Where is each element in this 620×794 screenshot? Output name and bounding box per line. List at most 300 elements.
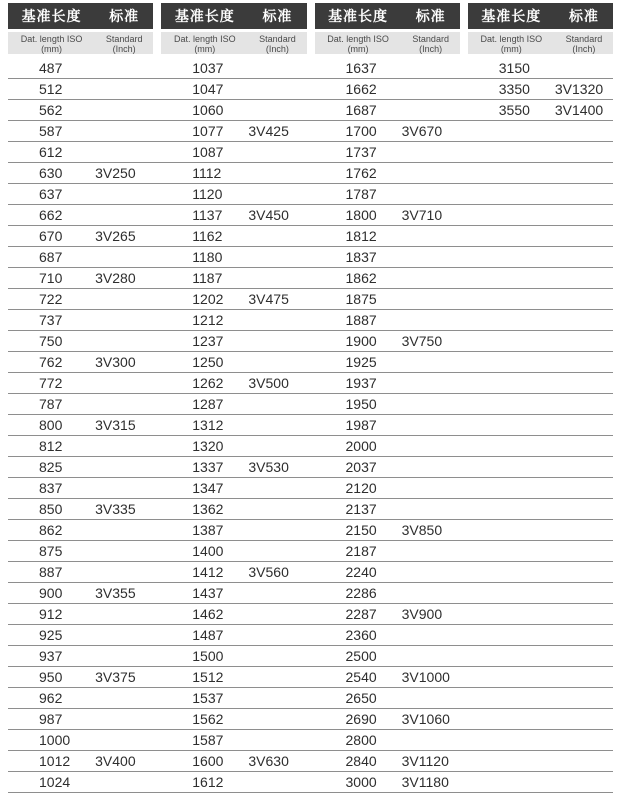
table-row: [8, 79, 613, 100]
header-group-1: [8, 3, 153, 29]
datum-length-value: 3150: [498, 60, 530, 76]
row-group-3: [315, 205, 460, 225]
row-group-4: [468, 58, 613, 78]
row-group-1: [8, 499, 153, 519]
row-group-3: [315, 709, 460, 729]
row-group-2: [161, 604, 306, 624]
belt-length-table-body: [8, 58, 613, 793]
row-group-4: [468, 751, 613, 771]
standard-value: 3V1000: [401, 669, 450, 685]
datum-length-value: 750: [39, 333, 63, 349]
row-group-2: [161, 121, 306, 141]
datum-length-value: 900: [39, 585, 63, 601]
row-group-1: [8, 205, 153, 225]
standard-value: 3V425: [248, 123, 289, 139]
row-group-2: [161, 289, 306, 309]
standard-value: 3V450: [248, 207, 289, 223]
row-group-1: [8, 457, 153, 477]
row-group-4: [468, 352, 613, 372]
datum-length-value: 1180: [192, 249, 223, 265]
table-row: [8, 499, 613, 520]
row-group-4: [468, 394, 613, 414]
datum-length-value: 2286: [345, 585, 377, 601]
datum-length-value: 1024: [39, 774, 71, 790]
row-group-3: [315, 436, 460, 456]
datum-length-value: 1250: [192, 354, 224, 370]
table-row: [8, 58, 613, 79]
row-group-2: [161, 142, 306, 162]
header-group-3: [315, 3, 460, 29]
standard-header-cn: 标准: [568, 8, 599, 24]
standard-value: 3V560: [248, 564, 289, 580]
table-row: [8, 415, 613, 436]
header-group-4: [468, 3, 613, 29]
datum-length-value: 1287: [192, 396, 224, 412]
datum-length-header-cn: 基准长度: [481, 8, 542, 24]
datum-length-value: 1047: [192, 81, 224, 97]
row-group-3: [315, 751, 460, 771]
row-group-1: [8, 184, 153, 204]
row-group-3: [315, 772, 460, 792]
row-group-3: [315, 163, 460, 183]
row-group-1: [8, 142, 153, 162]
datum-length-value: 825: [39, 459, 63, 475]
row-group-1: [8, 688, 153, 708]
datum-length-value: 3000: [345, 774, 377, 790]
datum-length-value: 630: [39, 165, 63, 181]
table-row: [8, 205, 613, 226]
row-group-4: [468, 79, 613, 99]
standard-value: 3V1180: [401, 774, 449, 790]
table-row: [8, 247, 613, 268]
datum-length-value: 1462: [192, 606, 224, 622]
row-group-2: [161, 520, 306, 540]
table-row: [8, 226, 613, 247]
standard-value: 3V355: [95, 585, 136, 601]
row-group-3: [315, 331, 460, 351]
datum-length-value: 1837: [345, 249, 377, 265]
row-group-2: [161, 58, 306, 78]
row-group-1: [8, 583, 153, 603]
datum-length-value: 1412: [192, 564, 224, 580]
table-row: [8, 163, 613, 184]
row-group-3: [315, 247, 460, 267]
row-group-4: [468, 772, 613, 792]
datum-length-value: 587: [39, 123, 63, 139]
subheader-group-4: [468, 32, 613, 54]
row-group-3: [315, 142, 460, 162]
row-group-2: [161, 541, 306, 561]
standard-value: 3V265: [95, 228, 136, 244]
table-row: [8, 709, 613, 730]
row-group-3: [315, 415, 460, 435]
standard-value: 3V710: [401, 207, 443, 223]
datum-length-value: 850: [39, 501, 63, 517]
datum-length-value: 1187: [192, 270, 223, 286]
datum-length-value: 1900: [345, 333, 377, 349]
datum-length-value: 1137: [192, 207, 223, 223]
datum-length-header-cn: 基准长度: [21, 8, 82, 24]
row-group-1: [8, 520, 153, 540]
row-group-2: [161, 268, 306, 288]
row-group-4: [468, 541, 613, 561]
row-group-3: [315, 583, 460, 603]
table-row: [8, 688, 613, 709]
standard-header-en: Standard (Inch): [565, 33, 603, 54]
datum-length-value: 1087: [192, 144, 224, 160]
datum-length-value: 2037: [345, 459, 377, 475]
datum-length-value: 1060: [192, 102, 224, 118]
row-group-3: [315, 688, 460, 708]
datum-length-value: 1400: [192, 543, 224, 559]
datum-length-value: 1587: [192, 732, 224, 748]
standard-value: 3V1320: [554, 81, 604, 97]
datum-length-value: 3550: [498, 102, 530, 118]
row-group-2: [161, 436, 306, 456]
datum-length-value: 1387: [192, 522, 224, 538]
datum-length-value: 487: [39, 60, 63, 76]
row-group-3: [315, 373, 460, 393]
datum-length-value: 1037: [192, 60, 224, 76]
datum-length-value: 1500: [192, 648, 224, 664]
row-group-4: [468, 667, 613, 687]
row-group-3: [315, 562, 460, 582]
standard-header-en: Standard (Inch): [259, 33, 296, 54]
row-group-2: [161, 709, 306, 729]
datum-length-value: 1700: [345, 123, 377, 139]
datum-length-value: 1437: [192, 585, 224, 601]
row-group-3: [315, 730, 460, 750]
datum-length-header-en: Dat. length ISO (mm): [20, 33, 83, 54]
table-row: [8, 436, 613, 457]
datum-length-value: 1487: [192, 627, 224, 643]
datum-length-value: 1637: [345, 60, 377, 76]
row-group-4: [468, 646, 613, 666]
row-group-1: [8, 667, 153, 687]
row-group-4: [468, 121, 613, 141]
datum-length-value: 1787: [345, 186, 377, 202]
table-row: [8, 562, 613, 583]
datum-length-value: 1077: [192, 123, 224, 139]
standard-value: 3V630: [248, 753, 289, 769]
datum-length-value: 2150: [345, 522, 377, 538]
datum-length-value: 1337: [192, 459, 224, 475]
row-group-4: [468, 625, 613, 645]
datum-length-value: 670: [39, 228, 63, 244]
standard-value: 3V850: [401, 522, 443, 538]
row-group-3: [315, 352, 460, 372]
row-group-1: [8, 646, 153, 666]
row-group-3: [315, 310, 460, 330]
datum-length-value: 800: [39, 417, 63, 433]
row-group-3: [315, 79, 460, 99]
row-group-4: [468, 415, 613, 435]
row-group-4: [468, 205, 613, 225]
row-group-4: [468, 457, 613, 477]
datum-length-value: 762: [39, 354, 63, 370]
row-group-4: [468, 289, 613, 309]
row-group-2: [161, 205, 306, 225]
datum-length-value: 2540: [345, 669, 377, 685]
datum-length-value: 1662: [345, 81, 377, 97]
datum-length-value: 887: [39, 564, 63, 580]
datum-length-value: 1262: [192, 375, 224, 391]
datum-length-value: 1687: [345, 102, 377, 118]
row-group-4: [468, 730, 613, 750]
row-group-1: [8, 100, 153, 120]
row-group-4: [468, 142, 613, 162]
datum-length-value: 562: [39, 102, 63, 118]
row-group-4: [468, 709, 613, 729]
datum-length-value: 1362: [192, 501, 224, 517]
row-group-1: [8, 415, 153, 435]
standard-header-cn: 标准: [109, 8, 140, 24]
row-group-1: [8, 394, 153, 414]
datum-length-value: 2187: [345, 543, 377, 559]
row-group-3: [315, 667, 460, 687]
table-row: [8, 604, 613, 625]
datum-length-value: 1512: [192, 669, 224, 685]
row-group-3: [315, 121, 460, 141]
table-row: [8, 667, 613, 688]
row-group-2: [161, 646, 306, 666]
datum-length-header-en: Dat. length ISO (mm): [480, 33, 543, 54]
row-group-2: [161, 688, 306, 708]
row-group-1: [8, 709, 153, 729]
table-row: [8, 310, 613, 331]
row-group-2: [161, 667, 306, 687]
row-group-1: [8, 163, 153, 183]
table-row: [8, 583, 613, 604]
header-group-2: [161, 3, 306, 29]
row-group-2: [161, 100, 306, 120]
table-row: [8, 184, 613, 205]
datum-length-value: 722: [39, 291, 63, 307]
table-row: [8, 646, 613, 667]
datum-length-value: 2360: [345, 627, 377, 643]
row-group-3: [315, 226, 460, 246]
datum-length-value: 1862: [345, 270, 377, 286]
row-group-1: [8, 310, 153, 330]
datum-length-value: 1012: [39, 753, 71, 769]
standard-value: 3V280: [95, 270, 136, 286]
datum-length-value: 1562: [192, 711, 224, 727]
datum-length-value: 1162: [192, 228, 223, 244]
row-group-2: [161, 352, 306, 372]
datum-length-value: 1937: [345, 375, 377, 391]
datum-length-value: 687: [39, 249, 63, 265]
row-group-2: [161, 583, 306, 603]
standard-header-en: Standard (Inch): [412, 33, 449, 54]
datum-length-value: 1812: [345, 228, 377, 244]
standard-value: 3V500: [248, 375, 289, 391]
table-row: [8, 142, 613, 163]
datum-length-value: 2500: [345, 648, 377, 664]
datum-length-value: 787: [39, 396, 63, 412]
subheader-group-1: [8, 32, 153, 54]
row-group-2: [161, 373, 306, 393]
row-group-3: [315, 184, 460, 204]
datum-length-value: 950: [39, 669, 63, 685]
row-group-2: [161, 184, 306, 204]
row-group-2: [161, 310, 306, 330]
datum-length-value: 1320: [192, 438, 224, 454]
row-group-3: [315, 646, 460, 666]
standard-value: 3V900: [401, 606, 443, 622]
row-group-1: [8, 226, 153, 246]
datum-length-header-cn: 基准长度: [174, 8, 235, 24]
row-group-2: [161, 499, 306, 519]
row-group-2: [161, 163, 306, 183]
row-group-1: [8, 121, 153, 141]
datum-length-value: 512: [39, 81, 63, 97]
row-group-3: [315, 268, 460, 288]
datum-length-value: 987: [39, 711, 63, 727]
row-group-1: [8, 625, 153, 645]
standard-value: 3V1060: [401, 711, 450, 727]
datum-length-value: 1950: [345, 396, 377, 412]
datum-length-value: 2650: [345, 690, 377, 706]
row-group-1: [8, 436, 153, 456]
table-row: [8, 100, 613, 121]
datum-length-value: 2000: [345, 438, 377, 454]
datum-length-value: 2840: [345, 753, 377, 769]
row-group-2: [161, 625, 306, 645]
row-group-4: [468, 268, 613, 288]
row-group-3: [315, 499, 460, 519]
datum-length-value: 737: [39, 312, 63, 328]
row-group-4: [468, 583, 613, 603]
datum-length-value: 912: [39, 606, 63, 622]
datum-length-value: 3350: [498, 81, 530, 97]
datum-length-value: 1202: [192, 291, 224, 307]
row-group-3: [315, 520, 460, 540]
datum-length-value: 2137: [345, 501, 377, 517]
row-group-2: [161, 79, 306, 99]
table-row: [8, 541, 613, 562]
datum-length-value: 1312: [192, 417, 224, 433]
table-row: [8, 751, 613, 772]
row-group-1: [8, 562, 153, 582]
row-group-2: [161, 730, 306, 750]
datum-length-value: 1120: [192, 186, 223, 202]
row-group-1: [8, 772, 153, 792]
row-group-4: [468, 520, 613, 540]
datum-length-value: 925: [39, 627, 63, 643]
row-group-3: [315, 394, 460, 414]
row-group-2: [161, 751, 306, 771]
table-row: [8, 268, 613, 289]
row-group-4: [468, 499, 613, 519]
datum-length-value: 1212: [192, 312, 224, 328]
row-group-4: [468, 310, 613, 330]
datum-length-header-en: Dat. length ISO (mm): [174, 33, 236, 54]
row-group-3: [315, 478, 460, 498]
row-group-3: [315, 100, 460, 120]
table-row: [8, 289, 613, 310]
table-subheader-row: [8, 32, 613, 54]
row-group-3: [315, 604, 460, 624]
table-row: [8, 520, 613, 541]
row-group-2: [161, 772, 306, 792]
row-group-4: [468, 247, 613, 267]
datum-length-value: 1112: [192, 165, 222, 181]
standard-header-cn: 标准: [262, 8, 293, 24]
standard-value: 3V375: [95, 669, 136, 685]
datum-length-value: 1762: [345, 165, 377, 181]
datum-length-value: 2690: [345, 711, 377, 727]
datum-length-value: 1737: [345, 144, 377, 160]
datum-length-value: 837: [39, 480, 63, 496]
row-group-3: [315, 58, 460, 78]
datum-length-value: 1000: [39, 732, 71, 748]
table-row: [8, 373, 613, 394]
row-group-2: [161, 394, 306, 414]
datum-length-value: 937: [39, 648, 63, 664]
standard-header-en: Standard (Inch): [105, 33, 143, 54]
row-group-2: [161, 226, 306, 246]
row-group-4: [468, 184, 613, 204]
row-group-4: [468, 163, 613, 183]
datum-length-header-en: Dat. length ISO (mm): [327, 33, 389, 54]
table-header-row: [8, 3, 613, 29]
standard-value: 3V335: [95, 501, 136, 517]
datum-length-value: 1925: [345, 354, 377, 370]
datum-length-value: 2287: [345, 606, 377, 622]
table-row: [8, 457, 613, 478]
row-group-4: [468, 373, 613, 393]
table-row: [8, 121, 613, 142]
row-group-1: [8, 730, 153, 750]
standard-value: 3V400: [95, 753, 136, 769]
standard-value: 3V250: [95, 165, 136, 181]
table-row: [8, 478, 613, 499]
datum-length-value: 1800: [345, 207, 377, 223]
standard-value: 3V300: [95, 354, 136, 370]
table-row: [8, 772, 613, 793]
row-group-4: [468, 226, 613, 246]
row-group-1: [8, 373, 153, 393]
row-group-2: [161, 457, 306, 477]
datum-length-value: 2120: [345, 480, 377, 496]
row-group-2: [161, 331, 306, 351]
datum-length-value: 637: [39, 186, 63, 202]
table-row: [8, 352, 613, 373]
table-row: [8, 730, 613, 751]
standard-value: 3V475: [248, 291, 289, 307]
standard-value: 3V750: [401, 333, 443, 349]
row-group-3: [315, 541, 460, 561]
subheader-group-3: [315, 32, 460, 54]
datum-length-value: 862: [39, 522, 63, 538]
row-group-3: [315, 457, 460, 477]
datum-length-value: 662: [39, 207, 63, 223]
row-group-1: [8, 268, 153, 288]
row-group-4: [468, 100, 613, 120]
row-group-1: [8, 58, 153, 78]
datum-length-value: 1537: [192, 690, 224, 706]
row-group-1: [8, 331, 153, 351]
row-group-4: [468, 478, 613, 498]
row-group-1: [8, 247, 153, 267]
datum-length-value: 812: [39, 438, 63, 454]
row-group-2: [161, 478, 306, 498]
row-group-1: [8, 289, 153, 309]
row-group-2: [161, 247, 306, 267]
standard-value: 3V315: [95, 417, 136, 433]
standard-header-cn: 标准: [415, 8, 446, 24]
datum-length-value: 962: [39, 690, 63, 706]
